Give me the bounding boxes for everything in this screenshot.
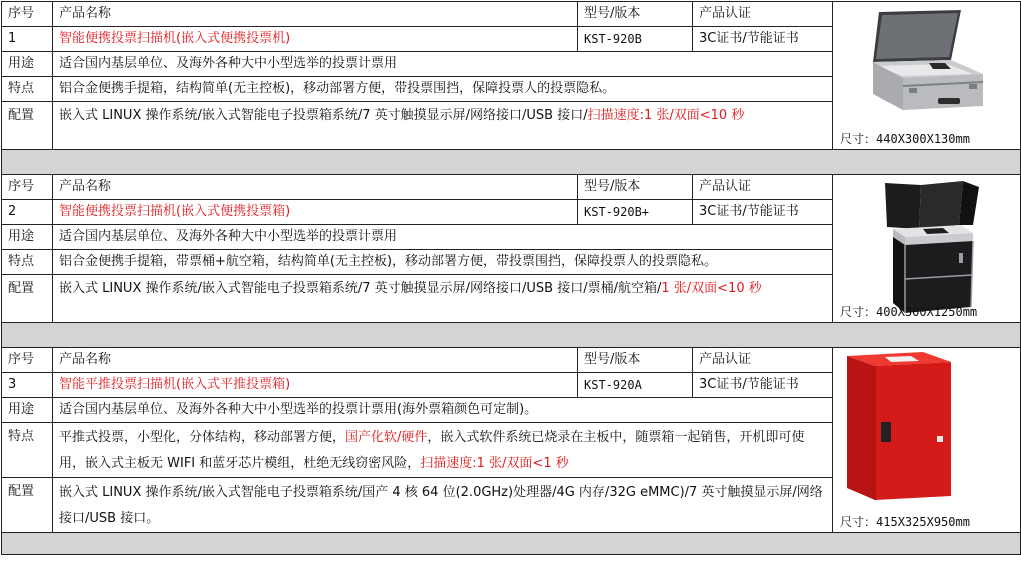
product-name: 智能便携投票扫描机(嵌入式便携投票机): [53, 27, 578, 52]
product-index: 2: [2, 200, 53, 225]
config-text: 嵌入式 LINUX 操作系统/嵌入式智能电子投票箱系统/7 英寸触摸显示屏/网络接口/USB 接口/票桶/航空箱/: [59, 281, 662, 296]
config-highlight: 扫描速度:1 张/双面<10 秒: [587, 108, 745, 123]
cert-header: 产品认证: [693, 348, 833, 373]
usage-text: 适合国内基层单位、及海外各种大中小型选举的投票计票用: [53, 225, 833, 250]
name-header: 产品名称: [53, 348, 578, 373]
product-size: [840, 131, 970, 147]
size-label: 尺寸：: [840, 515, 877, 529]
features-text: 铝合金便携手提箱，带票桶+航空箱，结构简单(无主控板)，移动部署方便，带投票围挡，保障投票人的投票隐私。: [53, 250, 833, 275]
config-text: 嵌入式 LINUX 操作系统/嵌入式智能电子投票箱系统/国产 4 核 64 位(2.0GHz)处理器/4G 内存/32G eMMC)/7 英寸触摸显示屏/网络接口/USB 接口。: [53, 478, 833, 533]
features-highlight: 扫描速度:1 张/双面<1 秒: [420, 456, 569, 471]
features-label: 特点: [2, 77, 53, 102]
name-header: 产品名称: [53, 175, 578, 200]
product-spec-table: [1, 1, 1021, 555]
separator-row: [2, 533, 1021, 555]
index-header: 序号: [2, 348, 53, 373]
product-model: KST-920B: [578, 27, 693, 52]
product-model: KST-920A: [578, 373, 693, 398]
red-voting-box-image: [833, 348, 1021, 520]
size-value: 440X300X130mm: [876, 132, 970, 146]
size-value: 415X325X950mm: [876, 515, 970, 529]
product-name: 智能平推投票扫描机(嵌入式平推投票箱): [53, 373, 578, 398]
name-header: 产品名称: [53, 2, 578, 27]
separator-row: [2, 150, 1021, 175]
usage-label: 用途: [2, 398, 53, 423]
product-model: KST-920B+: [578, 200, 693, 225]
config-cell: [53, 275, 833, 323]
product-cert: 3C证书/节能证书: [693, 373, 833, 398]
model-header: 型号/版本: [578, 348, 693, 373]
product-image-cell: [833, 348, 1021, 533]
separator-band: [2, 533, 1021, 555]
index-header: 序号: [2, 2, 53, 27]
header-row: [2, 175, 1021, 200]
config-cell: [53, 102, 833, 150]
product-image-cell: [833, 2, 1021, 150]
size-label: 尺寸：: [840, 305, 877, 319]
product-cert: 3C证书/节能证书: [693, 27, 833, 52]
config-text: 嵌入式 LINUX 操作系统/嵌入式智能电子投票箱系统/7 英寸触摸显示屏/网络接口/USB 接口/: [59, 108, 588, 123]
features-text: 平推式投票，小型化，分体结构，移动部署方便，: [59, 430, 346, 445]
portable-voting-box-image: [833, 175, 1021, 323]
size-label: 尺寸：: [840, 132, 877, 146]
product-name: 智能便携投票扫描机(嵌入式便携投票箱): [53, 200, 578, 225]
usage-text: 适合国内基层单位、及海外各种大中小型选举的投票计票用(海外票箱颜色可定制)。: [53, 398, 833, 423]
product-index: 3: [2, 373, 53, 398]
model-header: 型号/版本: [578, 2, 693, 27]
index-header: 序号: [2, 175, 53, 200]
config-label: 配置: [2, 102, 53, 150]
separator-band: [2, 150, 1021, 175]
product-size: [840, 514, 970, 530]
separator-row: [2, 323, 1021, 348]
config-label: 配置: [2, 275, 53, 323]
features-text: 铝合金便携手提箱，结构简单(无主控板)，移动部署方便，带投票围挡，保障投票人的投票隐私。: [53, 77, 833, 102]
header-row: [2, 2, 1021, 27]
features-label: 特点: [2, 423, 53, 478]
product-image-cell: [833, 175, 1021, 323]
product-cert: 3C证书/节能证书: [693, 200, 833, 225]
cert-header: 产品认证: [693, 2, 833, 27]
features-label: 特点: [2, 250, 53, 275]
model-header: 型号/版本: [578, 175, 693, 200]
product-size: [840, 304, 977, 320]
size-value: 400X300X1250mm: [876, 305, 978, 319]
briefcase-voting-machine-image: [833, 2, 1021, 150]
header-row: [2, 348, 1021, 373]
features-cell: [53, 423, 833, 478]
separator-band: [2, 323, 1021, 348]
usage-label: 用途: [2, 52, 53, 77]
features-highlight: 国产化软/硬件: [345, 430, 428, 445]
usage-text: 适合国内基层单位、及海外各种大中小型选举的投票计票用: [53, 52, 833, 77]
config-highlight: 1 张/双面<10 秒: [661, 281, 762, 296]
config-label: 配置: [2, 478, 53, 533]
product-index: 1: [2, 27, 53, 52]
features-text: ，嵌入式软件系统已烧录在主板中，随票箱一起销售，开机即可使用，嵌入式主板无 WIFI 和蓝牙芯片模组，杜绝无线窃密风险，: [59, 430, 805, 471]
usage-label: 用途: [2, 225, 53, 250]
cert-header: 产品认证: [693, 175, 833, 200]
